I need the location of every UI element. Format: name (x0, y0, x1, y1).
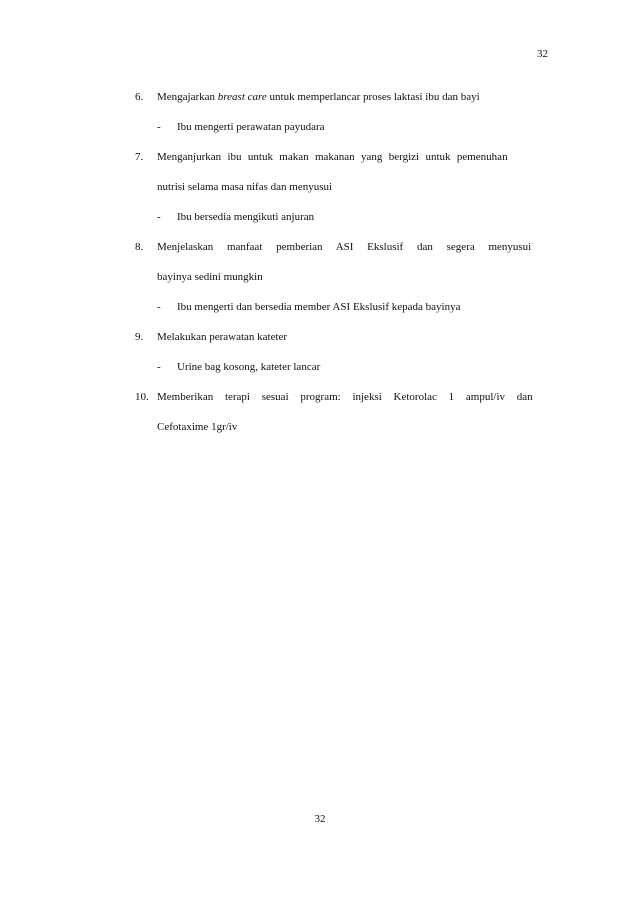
list-item-text (157, 90, 549, 104)
list-item (135, 150, 549, 224)
document-body (135, 90, 549, 450)
list-item (135, 240, 549, 314)
sub-item-text: Ibu bersedia mengikuti anjuran (177, 211, 315, 223)
sub-item (157, 300, 549, 314)
list-item-text-continued: bayinya sedini mungkin (157, 271, 263, 283)
list-item-text-part: untuk memperlancar proses laktasi ibu dan bayi (269, 91, 480, 103)
list-item-text-continued: Cefotaxime 1gr/iv (157, 421, 238, 433)
page-number-header: 32 (537, 48, 548, 60)
sub-item (157, 120, 549, 134)
list-item-text-part: Mengajarkan (157, 91, 216, 103)
list-item-number: 10. (135, 391, 149, 403)
list-item-number: 6. (135, 91, 144, 103)
sub-item (157, 210, 549, 224)
list-item-text: Memberikan terapi sesuai program: injeksi Ketorolac 1 ampul/iv dan (157, 391, 533, 403)
list-item-text-continued: nutrisi selama masa nifas dan menyusui (157, 181, 333, 193)
sub-item-marker: - (157, 211, 161, 223)
list-item (135, 90, 549, 134)
sub-item (157, 360, 549, 374)
sub-item-marker: - (157, 361, 161, 373)
list-item-number: 8. (135, 241, 144, 253)
sub-item-text: Ibu mengerti perawatan payudara (177, 121, 325, 133)
list-item-text: Melakukan perawatan kateter (157, 331, 288, 343)
list-item-text: Menjelaskan manfaat pemberian ASI Ekslusif dan segera menyusui (157, 241, 532, 253)
sub-item-marker: - (157, 301, 161, 313)
list-item (135, 390, 549, 434)
list-item (135, 330, 549, 374)
sub-item-text: Urine bag kosong, kateter lancar (177, 361, 321, 373)
list-item-number: 9. (135, 331, 144, 343)
list-item-number: 7. (135, 151, 144, 163)
page-number-footer: 32 (314, 813, 326, 825)
list-item-text: Menganjurkan ibu untuk makan makanan yang bergizi untuk pemenuhan (157, 151, 508, 163)
sub-item-marker: - (157, 121, 161, 133)
list-item-emphasis: breast care (217, 91, 267, 103)
sub-item-text: Ibu mengerti dan bersedia member ASI Ekslusif kepada bayinya (177, 301, 461, 313)
